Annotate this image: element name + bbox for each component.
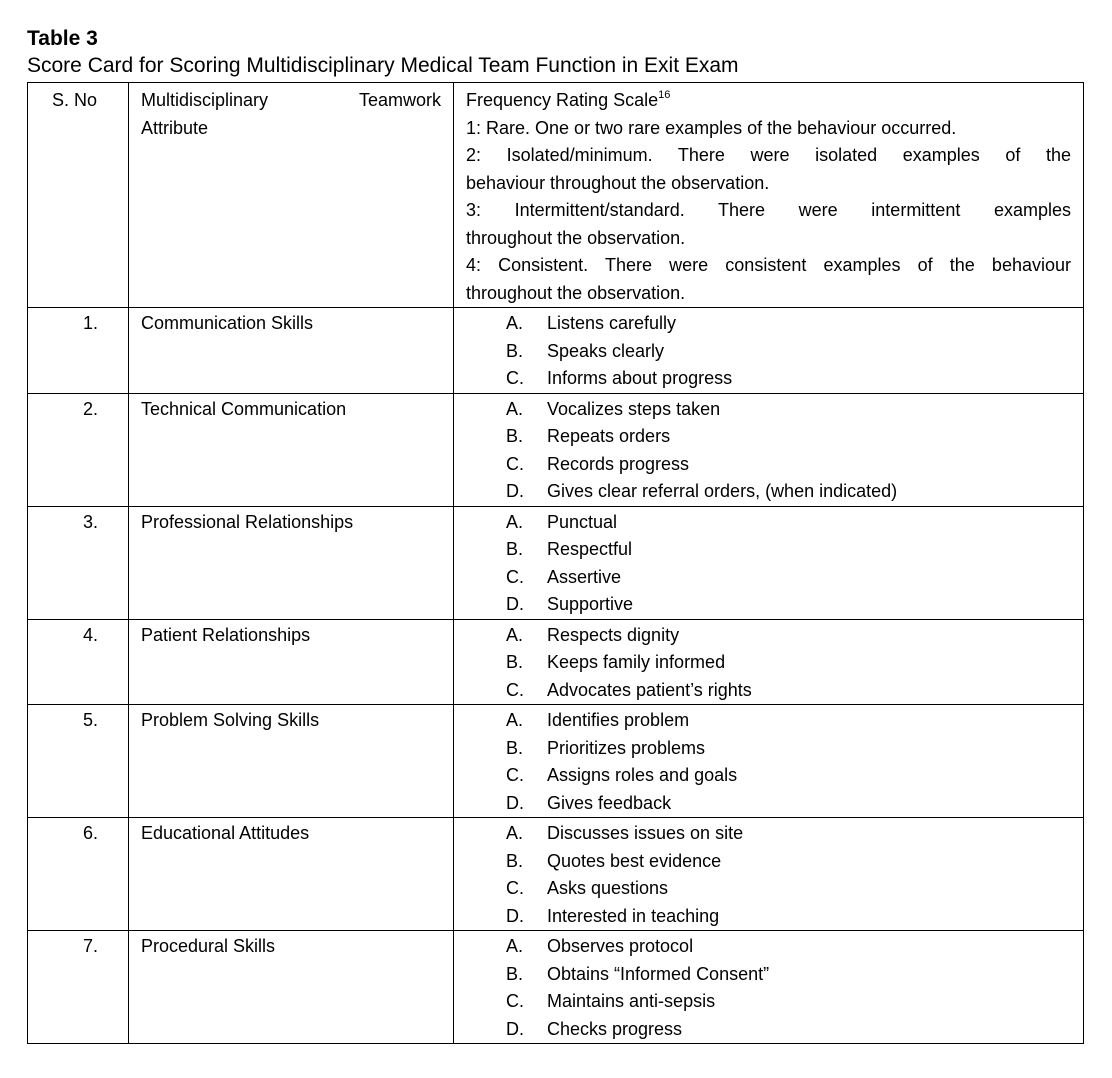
- item-text: Punctual: [547, 511, 618, 532]
- item-text: Maintains anti-sepsis: [547, 991, 716, 1011]
- row-attribute: Procedural Skills: [129, 931, 454, 1044]
- item-letter: A.: [506, 313, 524, 333]
- score-card-table: [27, 82, 1084, 1044]
- item-text: Keeps family informed: [547, 652, 726, 672]
- item-letter: D.: [506, 905, 524, 926]
- header-scale-title: Frequency Rating Scale$^{16}$: [466, 89, 671, 110]
- row-attribute: Patient Relationships: [129, 619, 454, 705]
- item-letter: A.: [506, 936, 524, 956]
- row-sno: 5.: [28, 705, 129, 818]
- item-text: Discusses issues on site: [547, 823, 744, 843]
- item-text: Prioritizes problems: [547, 737, 706, 758]
- list-item: [506, 735, 1071, 763]
- behaviour-list: [466, 707, 1071, 817]
- row-attribute: Educational Attitudes: [129, 818, 454, 931]
- header-attribute-left: Multidisciplinary: [141, 90, 269, 110]
- table-caption: Score Card for Scoring Multidisciplinary Medical Team Function in Exit Exam: [27, 54, 739, 77]
- item-letter: B.: [506, 340, 524, 361]
- item-text: Speaks clearly: [547, 340, 665, 361]
- document-page: [27, 26, 1087, 1044]
- row-sno: 3.: [28, 506, 129, 619]
- row-sno: 7.: [28, 931, 129, 1044]
- row-attribute: Technical Communication: [129, 393, 454, 506]
- list-item: [506, 649, 1071, 677]
- table-row: [28, 393, 1084, 506]
- item-letter: C.: [506, 368, 524, 388]
- list-item: [506, 903, 1071, 931]
- item-text: Identifies problem: [547, 710, 690, 730]
- item-letter: A.: [506, 624, 524, 645]
- scale-footnote-ref: 16: [658, 89, 671, 101]
- item-letter: C.: [506, 878, 524, 898]
- scale-line: 1: Rare. One or two rare examples of the behaviour occurred.: [466, 117, 957, 138]
- list-item: [506, 988, 1071, 1016]
- header-scale: [454, 83, 1084, 308]
- table-header-row: [28, 83, 1084, 308]
- header-attribute-line2: Attribute: [141, 117, 209, 138]
- list-item: [506, 1016, 1071, 1044]
- table-row: [28, 818, 1084, 931]
- row-attribute: Professional Relationships: [129, 506, 454, 619]
- item-text: Records progress: [547, 453, 690, 474]
- scale-line: 2: Isolated/minimum. There were isolated examples of the: [466, 145, 1071, 165]
- list-item: [506, 338, 1071, 366]
- item-letter: C.: [506, 453, 524, 474]
- list-item: [506, 591, 1071, 619]
- list-item: [506, 677, 1071, 705]
- scale-line: behaviour throughout the observation.: [466, 172, 770, 193]
- item-letter: A.: [506, 511, 524, 532]
- list-item: [506, 790, 1071, 818]
- row-behaviours: [454, 818, 1084, 931]
- table-label: Table 3: [27, 27, 98, 50]
- list-item: [506, 423, 1071, 451]
- row-behaviours: [454, 619, 1084, 705]
- row-behaviours: [454, 308, 1084, 394]
- item-text: Listens carefully: [547, 313, 677, 333]
- list-item: [506, 622, 1071, 650]
- item-text: Informs about progress: [547, 368, 733, 388]
- header-attribute: [129, 83, 454, 308]
- list-item: [506, 933, 1071, 961]
- row-sno: 1.: [28, 308, 129, 394]
- item-text: Assertive: [547, 566, 622, 587]
- header-attribute-right: Teamwork: [358, 90, 441, 110]
- row-sno: 4.: [28, 619, 129, 705]
- row-attribute: Communication Skills: [129, 308, 454, 394]
- item-text: Respects dignity: [547, 624, 680, 645]
- item-letter: D.: [506, 1018, 524, 1039]
- row-attribute: Problem Solving Skills: [129, 705, 454, 818]
- list-item: [506, 509, 1071, 537]
- scale-line: 3: Intermittent/standard. There were intermittent examples: [466, 200, 1071, 220]
- item-letter: D.: [506, 594, 524, 614]
- item-text: Assigns roles and goals: [547, 765, 738, 785]
- item-letter: A.: [506, 398, 524, 419]
- row-sno: 2.: [28, 393, 129, 506]
- list-item: [506, 707, 1071, 735]
- behaviour-list: [466, 622, 1071, 705]
- table-row: [28, 619, 1084, 705]
- item-text: Vocalizes steps taken: [547, 398, 721, 419]
- list-item: [506, 820, 1071, 848]
- behaviour-list: [466, 509, 1071, 619]
- list-item: [506, 536, 1071, 564]
- row-behaviours: [454, 393, 1084, 506]
- item-text: Respectful: [547, 539, 633, 559]
- behaviour-list: [466, 310, 1071, 393]
- item-letter: B.: [506, 737, 524, 758]
- item-text: Observes protocol: [547, 936, 694, 956]
- behaviour-list: [466, 933, 1071, 1043]
- row-behaviours: [454, 931, 1084, 1044]
- scale-line: throughout the observation.: [466, 282, 686, 303]
- header-sno: S. No: [28, 83, 129, 308]
- item-text: Obtains “Informed Consent”: [547, 963, 770, 984]
- list-item: [506, 365, 1071, 393]
- list-item: [506, 961, 1071, 989]
- item-letter: B.: [506, 426, 524, 446]
- item-letter: C.: [506, 765, 524, 785]
- item-text: Gives feedback: [547, 792, 672, 813]
- table-row: [28, 705, 1084, 818]
- item-text: Gives clear referral orders, (when indicated): [547, 481, 898, 501]
- item-letter: B.: [506, 850, 524, 871]
- item-letter: D.: [506, 481, 524, 501]
- item-letter: B.: [506, 539, 524, 559]
- item-letter: C.: [506, 679, 524, 700]
- list-item: [506, 762, 1071, 790]
- item-letter: A.: [506, 710, 524, 730]
- item-letter: D.: [506, 792, 524, 813]
- item-letter: A.: [506, 823, 524, 843]
- item-text: Repeats orders: [547, 426, 671, 446]
- list-item: [506, 451, 1071, 479]
- item-letter: C.: [506, 566, 524, 587]
- item-letter: B.: [506, 652, 524, 672]
- item-letter: B.: [506, 963, 524, 984]
- item-text: Supportive: [547, 594, 634, 614]
- list-item: [506, 310, 1071, 338]
- row-behaviours: [454, 705, 1084, 818]
- behaviour-list: [466, 820, 1071, 930]
- list-item: [506, 564, 1071, 592]
- table-row: [28, 308, 1084, 394]
- behaviour-list: [466, 396, 1071, 506]
- row-sno: 6.: [28, 818, 129, 931]
- scale-line: 4: Consistent. There were consistent examples of the behaviour: [466, 255, 1071, 275]
- table-row: [28, 506, 1084, 619]
- item-letter: C.: [506, 991, 524, 1011]
- list-item: [506, 875, 1071, 903]
- item-text: Advocates patient’s rights: [547, 679, 752, 700]
- row-behaviours: [454, 506, 1084, 619]
- list-item: [506, 478, 1071, 506]
- item-text: Interested in teaching: [547, 905, 720, 926]
- item-text: Quotes best evidence: [547, 850, 722, 871]
- scale-line: throughout the observation.: [466, 227, 686, 248]
- item-text: Checks progress: [547, 1018, 683, 1039]
- table-row: [28, 931, 1084, 1044]
- list-item: [506, 848, 1071, 876]
- item-text: Asks questions: [547, 878, 669, 898]
- list-item: [506, 396, 1071, 424]
